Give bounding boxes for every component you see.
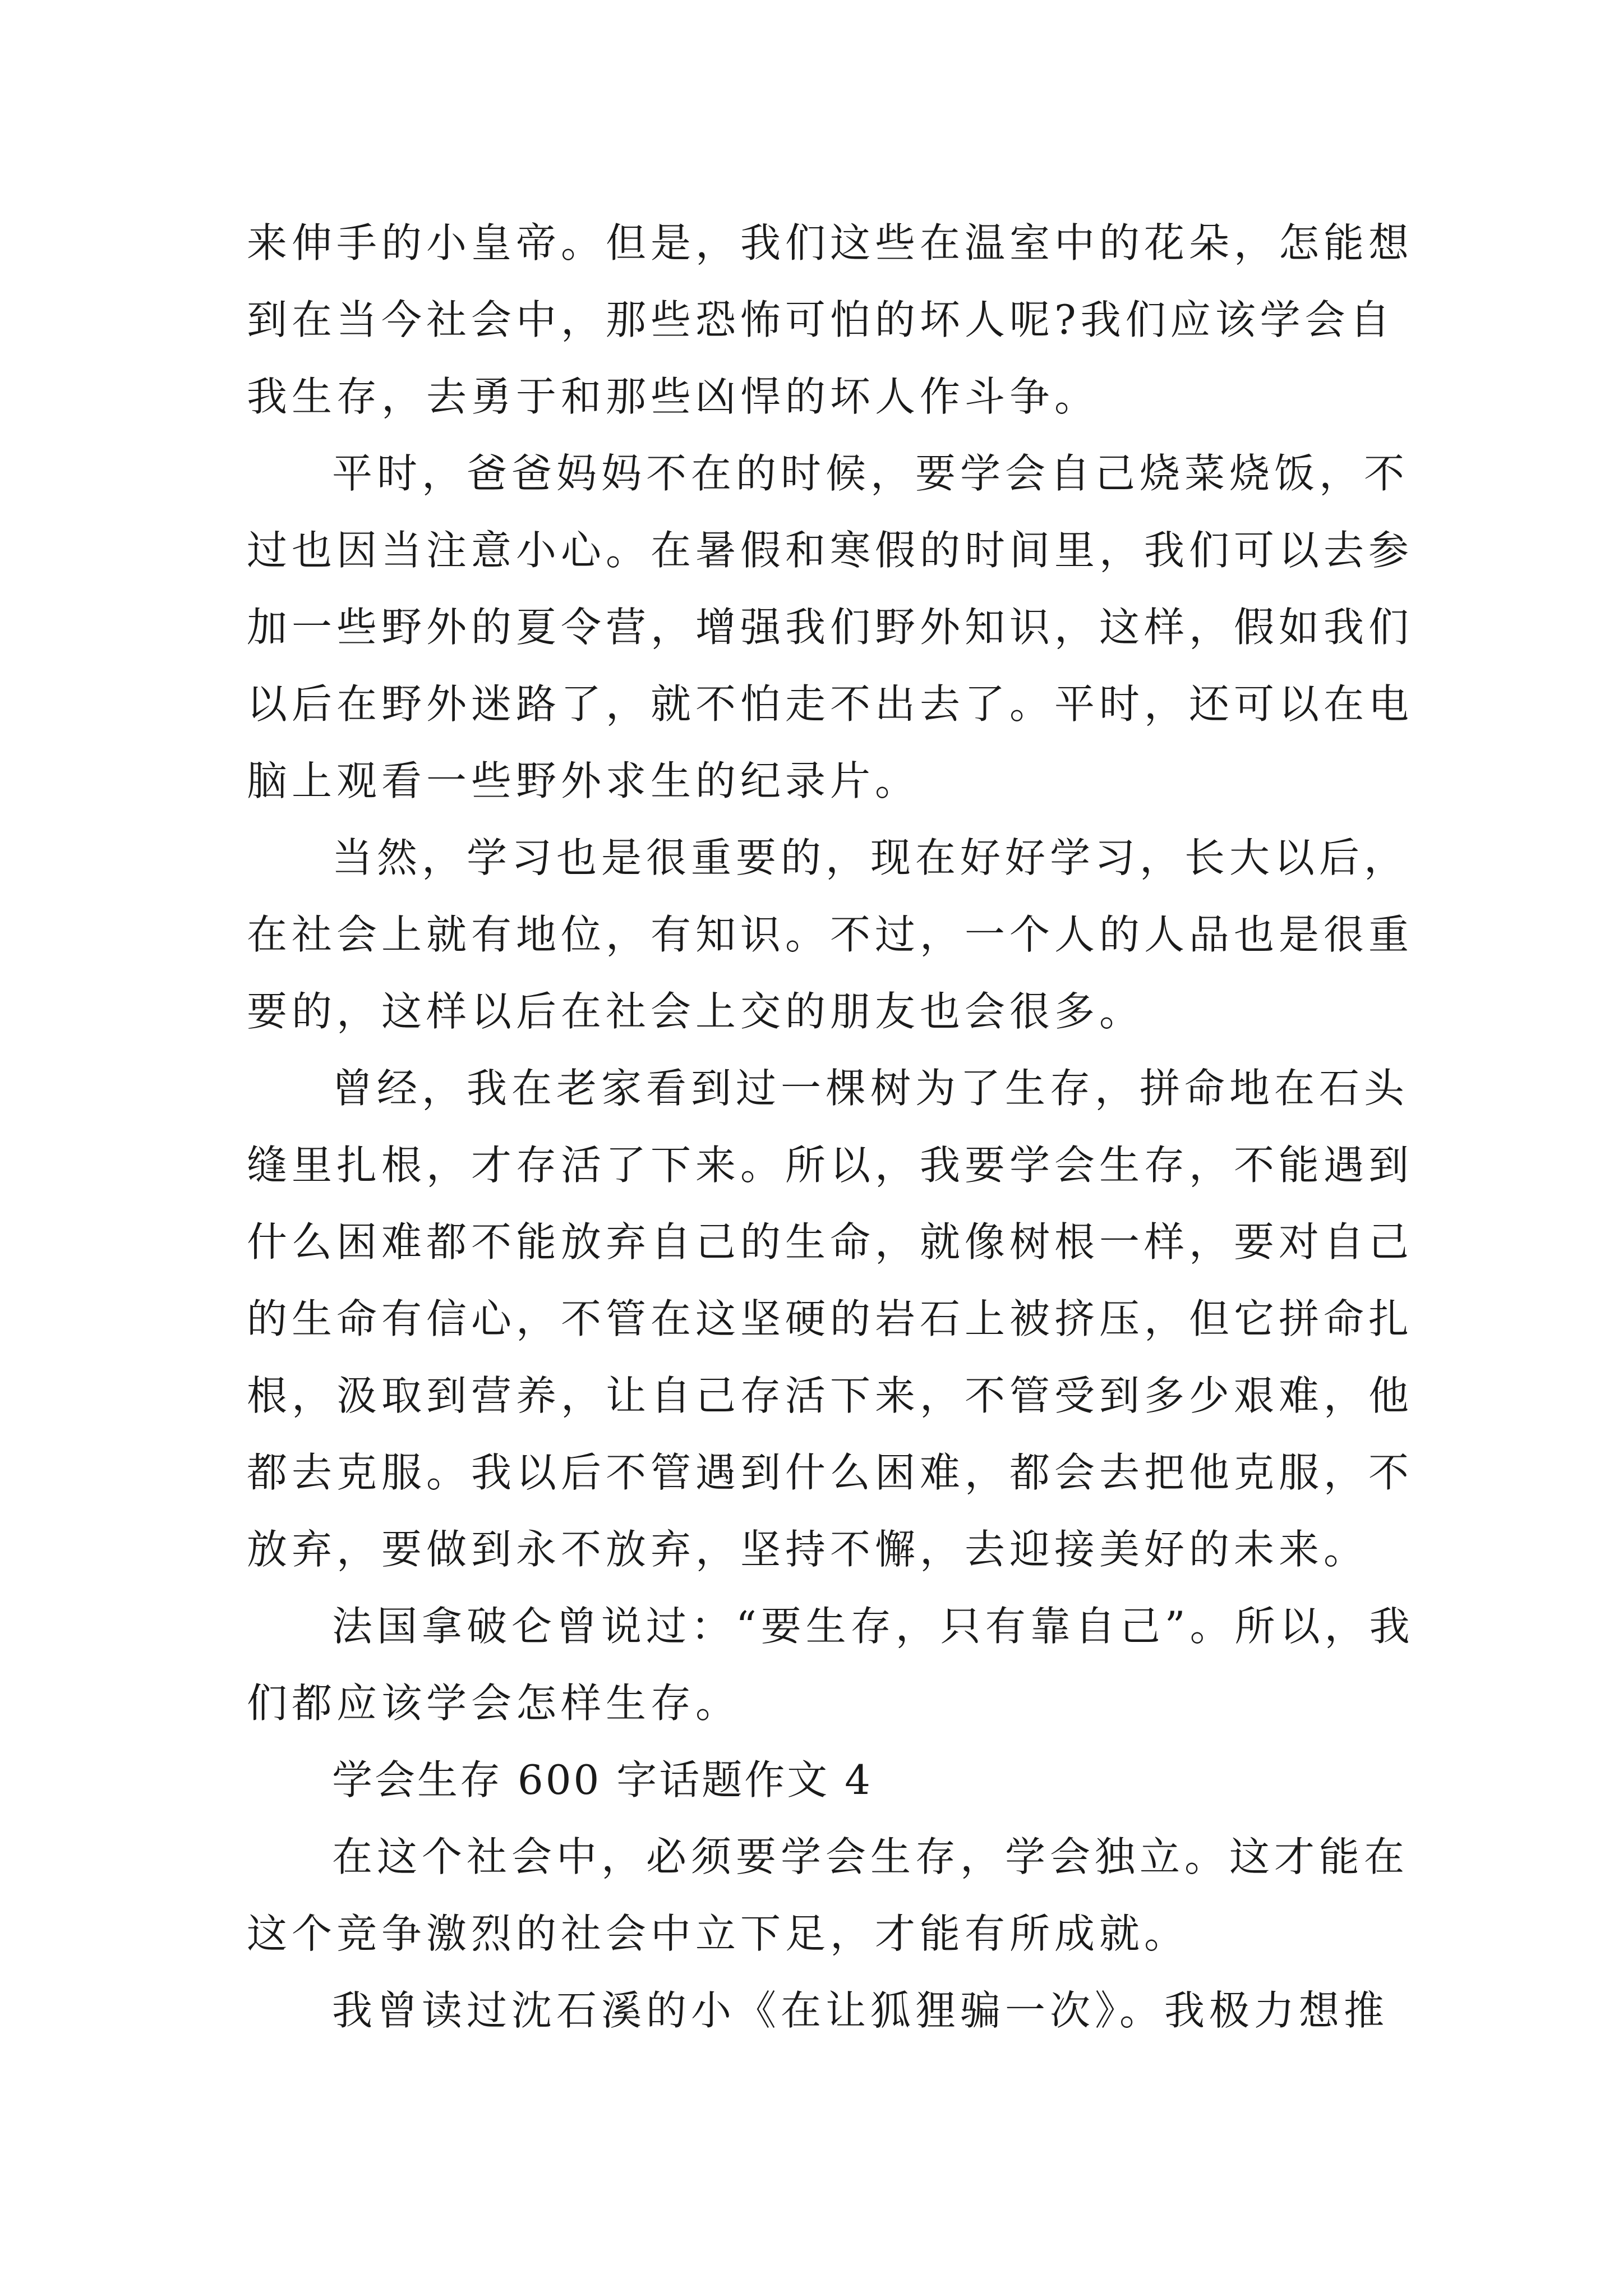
paragraph (247, 1588, 1414, 1742)
text-line: 加一些野外的夏令营，增强我们野外知识，这样，假如我们 (247, 604, 1414, 651)
text-line: 脑上观看一些野外求生的纪录片。 (247, 757, 920, 804)
paragraph (247, 1819, 1409, 1972)
paragraph (247, 1050, 1414, 1588)
text-line: 根，汲取到营养，让自己存活下来，不管受到多少艰难，他 (247, 1372, 1414, 1419)
paragraph (247, 435, 1414, 820)
text-line: 放弃，要做到永不放弃，坚持不懈，去迎接美好的未来。 (247, 1526, 1369, 1573)
text-line: 平时，爸爸妈妈不在的时候，要学会自己烧菜烧饭，不 (332, 450, 1409, 497)
document-body (247, 205, 1414, 2049)
text-line: 什么困难都不能放弃自己的生命，就像树根一样，要对自己 (247, 1218, 1414, 1266)
text-line: 我生存，去勇于和那些凶悍的坏人作斗争。 (247, 373, 1100, 420)
text-line: 当然，学习也是很重要的，现在好好学习，长大以后， (332, 834, 1409, 881)
text-line: 这个竞争激烈的社会中立下足，才能有所成就。 (247, 1910, 1189, 1957)
paragraph (247, 1972, 1391, 2049)
text-line: 法国拿破仑曾说过：“要生存，只有靠自己”。所以，我 (332, 1603, 1414, 1650)
text-line: 以后在野外迷路了，就不怕走不出去了。平时，还可以在电 (247, 680, 1414, 728)
text-line: 们都应该学会怎样生存。 (247, 1680, 741, 1727)
text-line: 我曾读过沈石溪的小《在让狐狸骗一次》。我极力想推 (332, 1987, 1389, 2034)
text-line: 要的，这样以后在社会上交的朋友也会很多。 (247, 988, 1145, 1035)
text-line: 在社会上就有地位，有知识。不过，一个人的人品也是很重 (247, 911, 1414, 958)
text-line: 在这个社会中，必须要学会生存，学会独立。这才能在 (332, 1833, 1409, 1880)
text-line: 到在当今社会中，那些恐怖可怕的坏人呢?我们应该学会自 (247, 296, 1395, 343)
heading-text: 学会生存 600 字话题作文 4 (332, 1756, 873, 1803)
paragraph (247, 820, 1414, 1050)
text-line: 的生命有信心，不管在这坚硬的岩石上被挤压，但它拼命扎 (247, 1295, 1414, 1342)
text-line: 过也因当注意小心。在暑假和寒假的时间里，我们可以去参 (247, 527, 1414, 574)
paragraph (247, 205, 1414, 435)
text-line: 曾经，我在老家看到过一棵树为了生存，拼命地在石头 (332, 1065, 1409, 1112)
text-line: 来伸手的小皇帝。但是，我们这些在温室中的花朵，怎能想 (247, 219, 1414, 266)
text-line: 缝里扎根，才存活了下来。所以，我要学会生存，不能遇到 (247, 1142, 1414, 1189)
text-line: 都去克服。我以后不管遇到什么困难，都会去把他克服，不 (247, 1449, 1414, 1496)
section-heading (247, 1742, 1391, 1819)
